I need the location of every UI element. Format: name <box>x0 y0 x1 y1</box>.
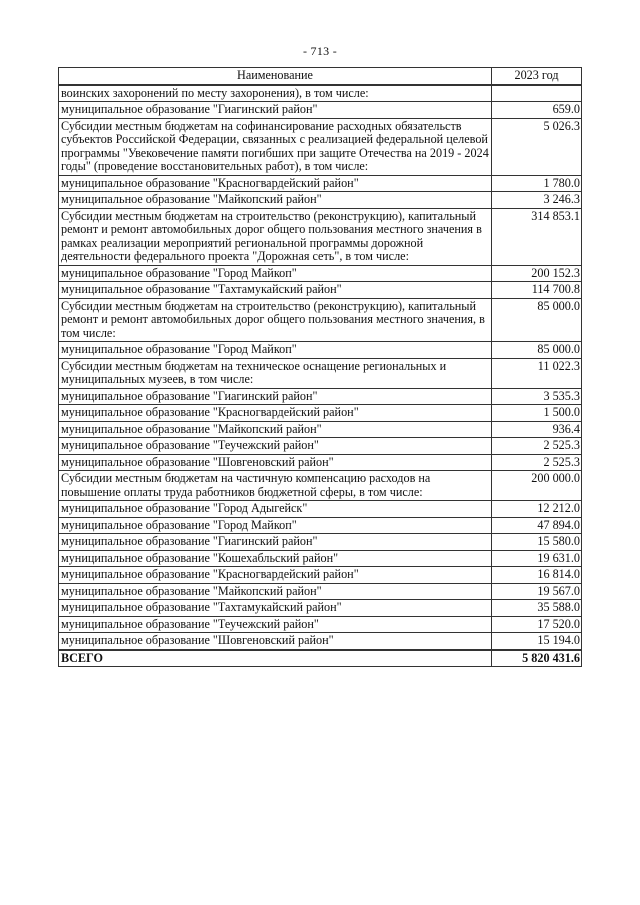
row-value: 19 567.0 <box>492 583 582 600</box>
header-name: Наименование <box>59 68 492 85</box>
row-name: муниципальное образование "Гиагинский район" <box>59 102 492 119</box>
row-name: муниципальное образование "Красногвардейский район" <box>59 175 492 192</box>
header-year: 2023 год <box>492 68 582 85</box>
row-value: 1 500.0 <box>492 405 582 422</box>
budget-table <box>58 67 582 667</box>
row-value: 16 814.0 <box>492 567 582 584</box>
table-row <box>59 600 582 617</box>
total-value: 5 820 431.6 <box>492 650 582 667</box>
table-body <box>59 85 582 650</box>
row-name: муниципальное образование "Майкопский район" <box>59 192 492 209</box>
table-row <box>59 282 582 299</box>
row-value: 35 588.0 <box>492 600 582 617</box>
row-name: воинских захоронений по месту захоронения), в том числе: <box>59 85 492 102</box>
row-value: 11 022.3 <box>492 358 582 388</box>
table-row <box>59 534 582 551</box>
row-value: 2 525.3 <box>492 454 582 471</box>
table-row <box>59 633 582 650</box>
row-name: муниципальное образование "Город Адыгейск" <box>59 501 492 518</box>
table-row <box>59 388 582 405</box>
table-row <box>59 342 582 359</box>
table-row <box>59 583 582 600</box>
row-value: 659.0 <box>492 102 582 119</box>
row-value: 5 026.3 <box>492 118 582 175</box>
row-value: 3 246.3 <box>492 192 582 209</box>
row-name: Субсидии местным бюджетам на техническое оснащение региональных и муниципальных музеев, в том числе: <box>59 358 492 388</box>
row-value: 114 700.8 <box>492 282 582 299</box>
row-name: муниципальное образование "Шовгеновский район" <box>59 633 492 650</box>
table-row <box>59 85 582 102</box>
row-name: Субсидии местным бюджетам на строительство (реконструкцию), капитальный ремонт и ремонт автомобильных дорог общего пользования местного значения в рамках реализации мероприятий региональной программы дорожной деятельности федерального проекта "Дорожная сеть", в том числе: <box>59 208 492 265</box>
row-value: 936.4 <box>492 421 582 438</box>
table-row <box>59 358 582 388</box>
row-value: 12 212.0 <box>492 501 582 518</box>
table-row <box>59 298 582 342</box>
row-name: Субсидии местным бюджетам на частичную компенсацию расходов на повышение оплаты труда работников бюджетной сферы, в том числе: <box>59 471 492 501</box>
row-name: муниципальное образование "Тахтамукайский район" <box>59 282 492 299</box>
row-name: муниципальное образование "Гиагинский район" <box>59 534 492 551</box>
row-name: муниципальное образование "Гиагинский район" <box>59 388 492 405</box>
row-value: 47 894.0 <box>492 517 582 534</box>
table-header-row <box>59 68 582 85</box>
table-row <box>59 175 582 192</box>
row-name: Субсидии местным бюджетам на строительство (реконструкцию), капитальный ремонт и ремонт автомобильных дорог общего пользования местного значения, в том числе: <box>59 298 492 342</box>
table-row <box>59 616 582 633</box>
table-row <box>59 501 582 518</box>
table-row <box>59 265 582 282</box>
row-value: 85 000.0 <box>492 342 582 359</box>
row-value: 17 520.0 <box>492 616 582 633</box>
row-value: 200 152.3 <box>492 265 582 282</box>
table-row <box>59 192 582 209</box>
row-value: 19 631.0 <box>492 550 582 567</box>
row-name: муниципальное образование "Майкопский район" <box>59 421 492 438</box>
row-value: 1 780.0 <box>492 175 582 192</box>
table-row <box>59 517 582 534</box>
row-name: муниципальное образование "Город Майкоп" <box>59 517 492 534</box>
row-name: Субсидии местным бюджетам на софинансирование расходных обязательств субъектов Российской Федерации, связанных с реализацией федеральной целевой программы "Увековечение памяти погибших при защите Отечества на 2019 - 2024 годы" (проведение восстановительных работ), в том числе: <box>59 118 492 175</box>
row-name: муниципальное образование "Теучежский район" <box>59 438 492 455</box>
row-value: 15 194.0 <box>492 633 582 650</box>
row-name: муниципальное образование "Кошехабльский район" <box>59 550 492 567</box>
total-label: ВСЕГО <box>59 650 492 667</box>
table-row <box>59 421 582 438</box>
page-number: - 713 - <box>302 44 338 58</box>
row-name: муниципальное образование "Тахтамукайский район" <box>59 600 492 617</box>
row-value: 2 525.3 <box>492 438 582 455</box>
table-row <box>59 567 582 584</box>
table-row <box>59 405 582 422</box>
row-value: 200 000.0 <box>492 471 582 501</box>
row-value <box>492 85 582 102</box>
row-value: 314 853.1 <box>492 208 582 265</box>
table-row <box>59 118 582 175</box>
table-row <box>59 454 582 471</box>
table-row <box>59 208 582 265</box>
row-value: 85 000.0 <box>492 298 582 342</box>
row-name: муниципальное образование "Майкопский район" <box>59 583 492 600</box>
table-row <box>59 438 582 455</box>
row-value: 3 535.3 <box>492 388 582 405</box>
table-row <box>59 471 582 501</box>
row-name: муниципальное образование "Шовгеновский район" <box>59 454 492 471</box>
row-value: 15 580.0 <box>492 534 582 551</box>
row-name: муниципальное образование "Красногвардейский район" <box>59 405 492 422</box>
table-row <box>59 102 582 119</box>
row-name: муниципальное образование "Теучежский район" <box>59 616 492 633</box>
table-total-row <box>59 650 582 667</box>
row-name: муниципальное образование "Красногвардейский район" <box>59 567 492 584</box>
row-name: муниципальное образование "Город Майкоп" <box>59 342 492 359</box>
table-row <box>59 550 582 567</box>
row-name: муниципальное образование "Город Майкоп" <box>59 265 492 282</box>
